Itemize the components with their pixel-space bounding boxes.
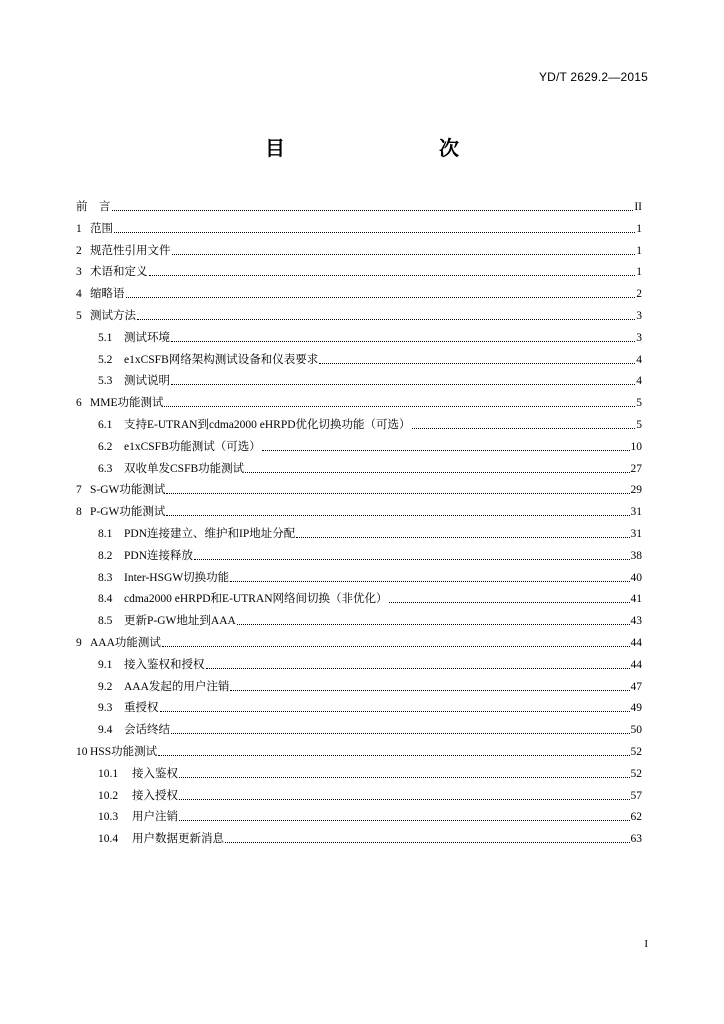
dot-leader — [389, 602, 630, 603]
toc-entry[interactable] — [98, 654, 642, 672]
toc-entry-title: 更新P-GW地址到AAA — [124, 615, 236, 628]
toc-entry-page: 27 — [630, 462, 642, 475]
toc-entry-number: 5 — [76, 310, 82, 322]
toc-entry[interactable] — [76, 218, 642, 236]
toc-entry-title: 接入授权 — [132, 789, 178, 802]
toc-entry-page: 5 — [636, 397, 642, 410]
toc-entry-number: 8.3 — [98, 571, 113, 584]
toc-entry[interactable] — [98, 436, 642, 454]
dot-leader — [179, 777, 630, 778]
toc-entry[interactable] — [98, 828, 642, 846]
toc-entry[interactable] — [98, 763, 642, 781]
toc-entry[interactable] — [76, 305, 642, 323]
toc-entry-number: 前 言 — [76, 201, 111, 213]
toc-entry[interactable] — [98, 327, 642, 345]
toc-entry-number: 2 — [76, 244, 82, 257]
toc-entry[interactable] — [98, 719, 642, 737]
dot-leader — [162, 646, 630, 647]
dot-leader — [194, 559, 629, 560]
toc-entry-page: 52 — [630, 746, 642, 758]
dot-leader — [137, 319, 635, 320]
toc-entry-page: 3 — [636, 331, 642, 344]
toc-entry-page: 40 — [630, 571, 642, 584]
toc-entry-title: 双收单发CSFB功能测试 — [124, 462, 245, 475]
toc-entry[interactable] — [98, 523, 642, 541]
toc-entry-number: 9.1 — [98, 658, 113, 671]
dot-leader — [319, 363, 635, 364]
toc-entry-number: 1 — [76, 222, 82, 235]
toc-entry-page: 31 — [630, 528, 642, 540]
toc-entry-title: AAA功能测试 — [90, 637, 161, 649]
toc-entry[interactable] — [76, 240, 642, 258]
toc-entry-page: 4 — [636, 353, 642, 366]
toc-entry-number: 8.5 — [98, 615, 113, 628]
toc-entry-page: 57 — [630, 789, 642, 802]
dot-leader — [126, 297, 636, 298]
toc-entry[interactable] — [98, 676, 642, 694]
toc-entry-title: S-GW功能测试 — [90, 484, 166, 497]
toc-entry-title: PDN连接释放 — [124, 549, 194, 562]
toc-entry-number: 10 — [76, 746, 88, 758]
toc-entry-number: 8.4 — [98, 593, 113, 606]
toc-entry-page: 5 — [636, 419, 642, 431]
toc-entry-title: 重授权 — [124, 702, 159, 715]
toc-entry-title: 接入鉴权和授权 — [124, 658, 205, 671]
toc-entry-number: 6.3 — [98, 462, 113, 475]
standard-code: YD/T 2629.2—2015 — [538, 70, 648, 84]
toc-entry[interactable] — [76, 501, 642, 519]
toc-entry-page: 63 — [630, 833, 642, 846]
toc-entry-title: P-GW功能测试 — [90, 506, 166, 519]
toc-entry[interactable] — [98, 370, 642, 388]
toc-entry-title: e1xCSFB网络架构测试设备和仪表要求 — [124, 353, 319, 366]
toc-entry-title: HSS功能测试 — [90, 746, 158, 758]
toc-entry[interactable] — [98, 349, 642, 367]
toc-entry-number: 5.3 — [98, 375, 113, 388]
toc-entry-title: PDN连接建立、维护和IP地址分配 — [124, 528, 296, 540]
toc-entry[interactable] — [76, 261, 642, 279]
toc-entry-title: Inter-HSGW切换功能 — [124, 571, 230, 584]
toc-entry-number: 10.4 — [98, 833, 119, 846]
toc-entry[interactable] — [98, 567, 642, 585]
toc-title: 目 次 — [265, 136, 497, 160]
page-number: I — [644, 938, 648, 950]
toc-entry-title: 用户数据更新消息 — [132, 833, 224, 846]
toc-entry-page: 3 — [636, 310, 642, 322]
toc-entry-number: 9 — [76, 637, 82, 649]
toc-entry-page: 31 — [630, 506, 642, 519]
toc-entry[interactable] — [98, 545, 642, 563]
toc-entry-number: 4 — [76, 288, 82, 301]
dot-leader — [412, 428, 636, 429]
toc-entry-title: MME功能测试 — [90, 397, 164, 410]
dot-leader — [149, 275, 636, 276]
toc-entry[interactable] — [98, 697, 642, 715]
toc-entry-number: 9.2 — [98, 680, 113, 693]
toc-entry-number: 8.2 — [98, 549, 113, 562]
toc-entry-page: 43 — [630, 615, 642, 628]
dot-leader — [245, 472, 629, 473]
toc-entry[interactable] — [98, 588, 642, 606]
toc-entry-title: 范围 — [90, 222, 113, 235]
dot-leader — [179, 820, 630, 821]
dot-leader — [166, 515, 629, 516]
toc-entry-number: 5.1 — [98, 331, 113, 344]
toc-entry-page: 41 — [630, 593, 642, 606]
dot-leader — [166, 493, 629, 494]
toc-entry-title: cdma2000 eHRPD和E-UTRAN网络间切换（非优化） — [124, 593, 388, 606]
toc-entry-page: 1 — [636, 244, 642, 257]
dot-leader — [237, 624, 630, 625]
toc-entry-page: 47 — [630, 680, 642, 693]
toc-entry-title: 规范性引用文件 — [90, 244, 171, 257]
toc-entry-title: 缩略语 — [90, 288, 125, 301]
toc-entry[interactable] — [76, 392, 642, 410]
toc-entry[interactable] — [76, 196, 642, 214]
toc-entry-title: 术语和定义 — [90, 266, 148, 279]
toc-entry-number: 9.4 — [98, 724, 113, 737]
dot-leader — [230, 581, 629, 582]
toc-entry-title: 会话终结 — [124, 724, 170, 737]
dot-leader — [296, 537, 629, 538]
toc-entry-page: 50 — [630, 724, 642, 737]
dot-leader — [206, 668, 630, 669]
toc-entry-number: 6.2 — [98, 440, 113, 453]
toc-entry-title: e1xCSFB功能测试（可选） — [124, 440, 261, 453]
toc-entry-page: 2 — [636, 288, 642, 301]
toc-entry-page: 62 — [630, 811, 642, 824]
dot-leader — [160, 711, 630, 712]
toc-entry-page: 1 — [636, 266, 642, 279]
toc-entry-page: 29 — [630, 484, 642, 497]
toc-entry-page: 44 — [630, 658, 642, 671]
toc-entry-title: 接入鉴权 — [132, 767, 178, 780]
toc-entry[interactable] — [98, 806, 642, 824]
toc-entry[interactable] — [98, 458, 642, 476]
dot-leader — [225, 842, 630, 843]
toc-entry-number: 8 — [76, 506, 82, 519]
toc-entry-number: 7 — [76, 484, 82, 497]
dot-leader — [262, 450, 630, 451]
toc-entry-page: 1 — [636, 222, 642, 235]
toc-entry-number: 6 — [76, 397, 82, 410]
toc-entry-number: 6.1 — [98, 419, 113, 431]
dot-leader — [230, 690, 629, 691]
toc-entry-title: 测试环境 — [124, 331, 170, 344]
toc-entry-page: 52 — [630, 767, 642, 780]
toc-entry-page: 38 — [630, 549, 642, 562]
toc-entry[interactable] — [76, 741, 642, 759]
dot-leader — [179, 799, 630, 800]
toc-entry-number: 8.1 — [98, 528, 113, 540]
toc-entry[interactable] — [76, 479, 642, 497]
toc-entry-page: 4 — [636, 375, 642, 388]
dot-leader — [158, 755, 629, 756]
dot-leader — [112, 210, 634, 211]
toc-entry-number: 9.3 — [98, 702, 113, 715]
toc-entry[interactable] — [76, 283, 642, 301]
toc-entry[interactable] — [98, 785, 642, 803]
dot-leader — [172, 254, 636, 255]
toc-entry-number: 10.1 — [98, 767, 119, 780]
toc-entry-title: 用户注销 — [132, 811, 178, 824]
toc-entry-title: 测试方法 — [90, 310, 136, 322]
toc-entry-number: 3 — [76, 266, 82, 279]
toc-entry-page: 44 — [630, 637, 642, 649]
toc-entry[interactable] — [98, 414, 642, 432]
toc-entry[interactable] — [76, 632, 642, 650]
toc-entry[interactable] — [98, 610, 642, 628]
toc-entry-number: 5.2 — [98, 353, 113, 366]
toc-entry-number: 10.3 — [98, 811, 119, 824]
dot-leader — [171, 733, 630, 734]
toc-entry-page: 49 — [630, 702, 642, 715]
toc-entry-number: 10.2 — [98, 789, 119, 802]
toc-entry-page: II — [634, 201, 642, 213]
toc-entry-title: AAA发起的用户注销 — [124, 680, 230, 693]
dot-leader — [164, 406, 635, 407]
dot-leader — [171, 384, 635, 385]
toc-entry-title: 测试说明 — [124, 375, 170, 388]
dot-leader — [171, 341, 635, 342]
toc-entry-title: 支持E-UTRAN到cdma2000 eHRPD优化切换功能（可选） — [124, 419, 411, 431]
dot-leader — [114, 232, 635, 233]
toc-entry-page: 10 — [630, 440, 642, 453]
